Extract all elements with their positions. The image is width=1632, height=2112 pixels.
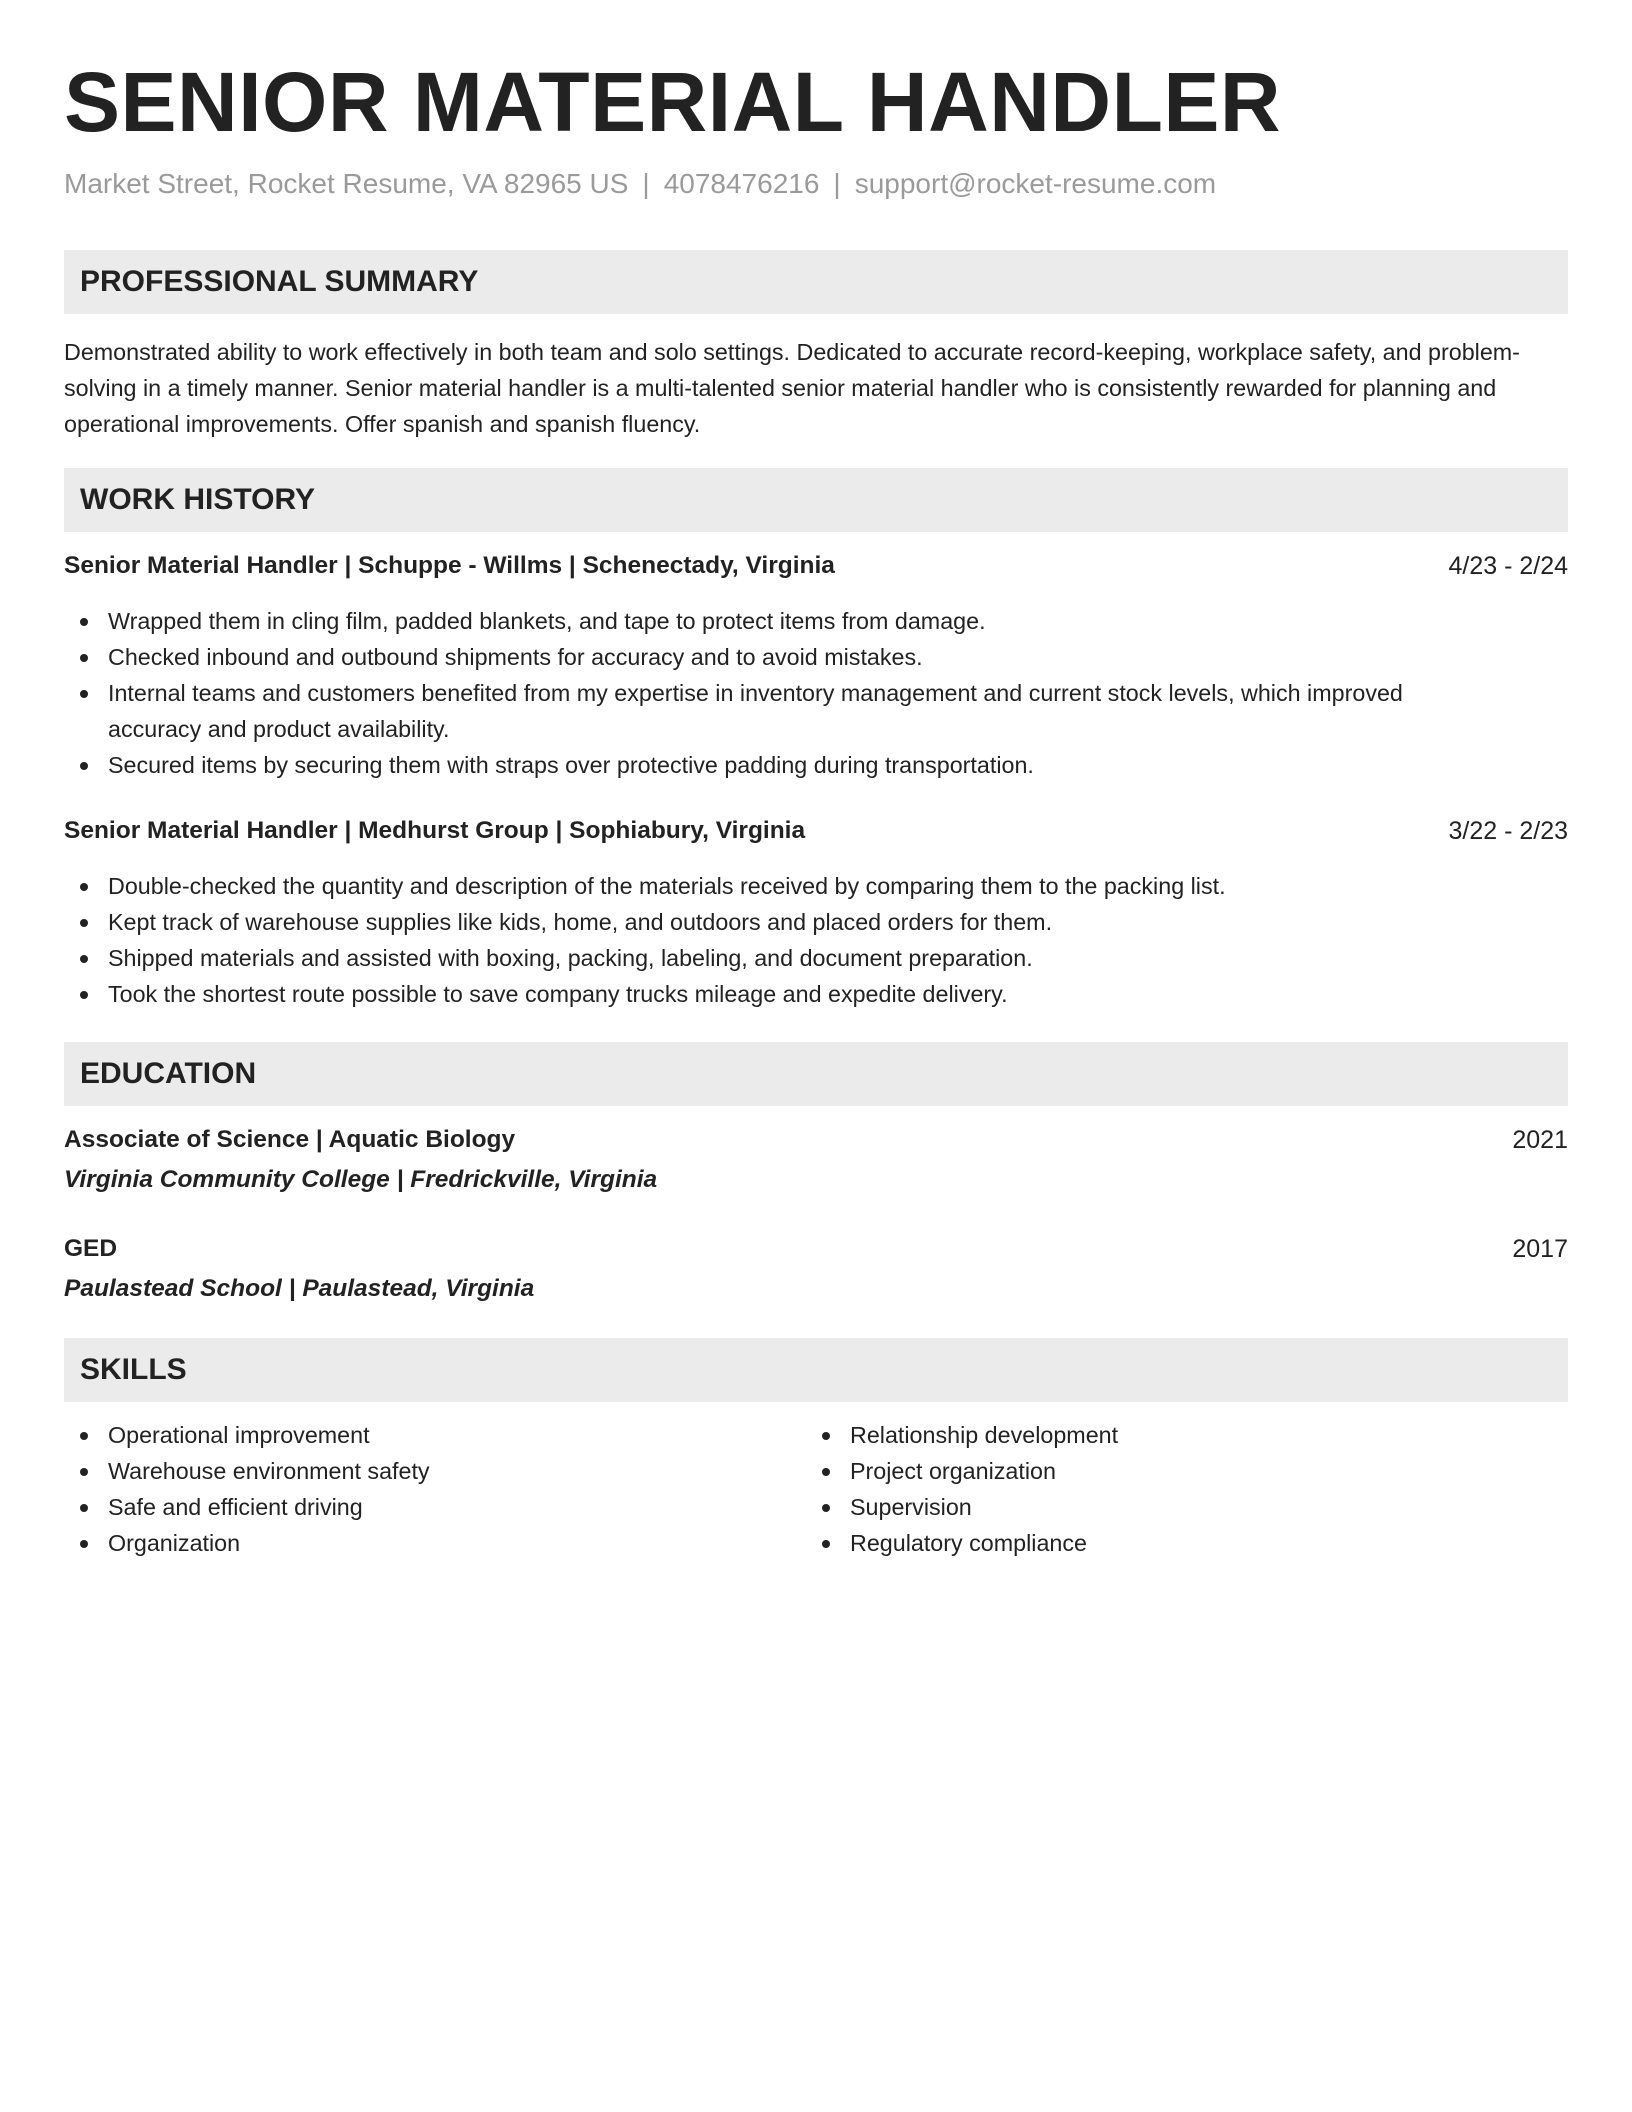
section-header-education (64, 1042, 1568, 1106)
skills-list-right (806, 1417, 1506, 1561)
skill-item: Relationship development (806, 1417, 1506, 1453)
skill-item: Operational improvement (64, 1417, 764, 1453)
list-item: Double-checked the quantity and description of the materials received by comparing them to the packing list. (64, 868, 1568, 904)
education-school: Paulastead School | Paulastead, Virginia (64, 1275, 535, 1302)
section-header-skills (64, 1338, 1568, 1402)
resume-name: SENIOR MATERIAL HANDLER (64, 55, 1282, 149)
skill-item: Safe and efficient driving (64, 1489, 764, 1525)
education-year: 2021 (1512, 1126, 1568, 1154)
section-header-work-history (64, 468, 1568, 532)
section-title: EDUCATION (80, 1057, 257, 1090)
contact-phone: 4078476216 (663, 168, 820, 199)
skill-item: Regulatory compliance (806, 1525, 1506, 1561)
job-bullets (64, 868, 1568, 1012)
skill-item: Project organization (806, 1453, 1506, 1489)
education-degree: GED (64, 1235, 118, 1262)
list-item: Shipped materials and assisted with boxing, packing, labeling, and document preparation. (64, 940, 1568, 976)
job-dates: 3/22 - 2/23 (1448, 817, 1568, 845)
skill-item: Warehouse environment safety (64, 1453, 764, 1489)
list-item: Secured items by securing them with straps over protective padding during transportation. (64, 747, 1494, 783)
job-heading: Senior Material Handler | Medhurst Group | Sophiabury, Virginia (64, 817, 806, 844)
section-title: PROFESSIONAL SUMMARY (80, 265, 479, 298)
skill-item: Organization (64, 1525, 764, 1561)
contact-separator: | (833, 168, 841, 199)
list-item: Checked inbound and outbound shipments for accuracy and to avoid mistakes. (64, 639, 1494, 675)
job-heading: Senior Material Handler | Schuppe - Willms | Schenectady, Virginia (64, 552, 835, 579)
education-year: 2017 (1512, 1235, 1568, 1263)
list-item: Internal teams and customers benefited from my expertise in inventory management and current stock levels, which improved accuracy and product availability. (64, 675, 1494, 747)
section-title: WORK HISTORY (80, 483, 316, 516)
job-dates: 4/23 - 2/24 (1448, 552, 1568, 580)
list-item: Took the shortest route possible to save company trucks mileage and expedite delivery. (64, 976, 1568, 1012)
education-school: Virginia Community College | Fredrickville, Virginia (64, 1166, 658, 1193)
job-bullets (64, 603, 1494, 783)
skills-list-left (64, 1417, 764, 1561)
summary-text: Demonstrated ability to work effectively in both team and solo settings. Dedicated to accurate record-keeping, workplace safety, and problem-solving in a timely manner. Senior material handler is a multi-talented senior material handler who is consistently rewarded for planning and operational improvements. Offer spanish and spanish fluency. (64, 339, 1520, 437)
skill-item: Supervision (806, 1489, 1506, 1525)
contact-address: Market Street, Rocket Resume, VA 82965 US (64, 168, 629, 199)
list-item: Wrapped them in cling film, padded blankets, and tape to protect items from damage. (64, 603, 1494, 639)
contact-email: support@rocket-resume.com (854, 168, 1217, 199)
education-degree: Associate of Science | Aquatic Biology (64, 1126, 516, 1153)
section-title: SKILLS (80, 1353, 187, 1386)
list-item: Kept track of warehouse supplies like kids, home, and outdoors and placed orders for them. (64, 904, 1568, 940)
contact-line (64, 165, 1216, 203)
section-header-summary (64, 250, 1568, 314)
contact-separator: | (642, 168, 650, 199)
